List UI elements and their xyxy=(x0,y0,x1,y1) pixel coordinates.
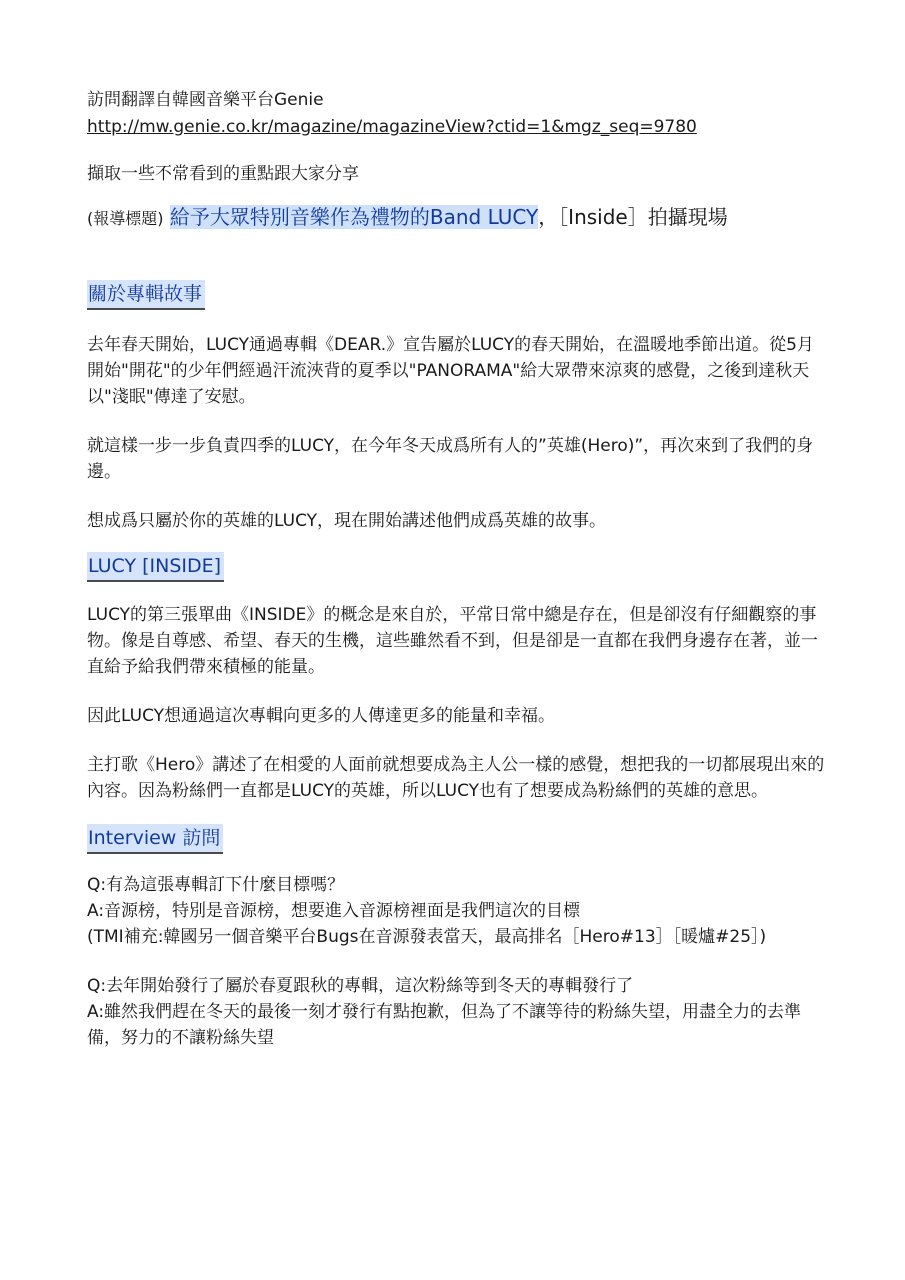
paragraph: 去年春天開始，LUCY通過專輯《DEAR.》宣告屬於LUCY的春天開始，在溫暖地季節出道。從5月開始"開花"的少年們經過汗流浹背的夏季以"PANORAMA"給大眾帶來涼爽的感覺，之後到達秋天以"淺眠"傳達了安慰。 xyxy=(87,335,814,407)
source-url-link[interactable]: http://mw.genie.co.kr/magazine/magazineView?ctid=1&mgz_seq=9780 xyxy=(87,117,697,137)
answer: A:雖然我們趕在冬天的最後一刻才發行有點抱歉，但為了不讓等待的粉絲失望，用盡全力的去準備，努力的不讓粉絲失望 xyxy=(87,1002,802,1048)
intro-text: 擷取一些不常看到的重點跟大家分享 xyxy=(87,164,359,184)
article-headline xyxy=(87,202,827,234)
headline-prefix: (報導標題) xyxy=(87,209,164,228)
section-heading-lucy-inside: LUCY [INSIDE] xyxy=(87,552,224,582)
document-page xyxy=(87,88,827,1051)
answer: A:音源榜，特別是音源榜，想要進入音源榜裡面是我們這次的目標 xyxy=(87,901,581,921)
source-line: 訪問翻譯自韓國音樂平台Genie xyxy=(87,90,324,110)
note: (TMI補充:韓國另一個音樂平台Bugs在音源發表當天，最高排名［Hero#13］［暖爐#25］) xyxy=(87,927,767,947)
qa-item xyxy=(87,872,827,950)
section-heading-interview: Interview 訪問 xyxy=(87,824,223,854)
paragraph: 因此LUCY想通過這次專輯向更多的人傳達更多的能量和幸福。 xyxy=(87,706,556,726)
paragraph: 主打歌《Hero》講述了在相愛的人面前就想要成為主人公一樣的感覺，想把我的一切都展現出來的內容。因為粉絲們一直都是LUCY的英雄，所以LUCY也有了想要成為粉絲們的英雄的意思。 xyxy=(87,755,825,801)
headline-highlight: 給予大眾特別音樂作為禮物的Band LUCY xyxy=(169,205,539,229)
paragraph: LUCY的第三張單曲《INSIDE》的概念是來自於，平常日常中總是存在，但是卻沒有仔細觀察的事物。像是自尊感、希望、春天的生機，這些雖然看不到，但是卻是一直都在我們身邊存在著，並一直給予給我們帶來積極的能量。 xyxy=(87,605,818,677)
paragraph: 想成爲只屬於你的英雄的LUCY，現在開始講述他們成爲英雄的故事。 xyxy=(87,511,607,531)
qa-item xyxy=(87,973,827,1051)
question: Q:去年開始發行了屬於春夏跟秋的專輯，這次粉絲等到冬天的專輯發行了 xyxy=(87,976,634,996)
section-heading-album-story: 關於專輯故事 xyxy=(87,280,205,310)
question: Q:有為這張專輯訂下什麼目標嗎？ xyxy=(87,875,345,895)
paragraph: 就這樣一步一步負責四季的LUCY，在今年冬天成爲所有人的”英雄(Hero)”，再次來到了我們的身邊。 xyxy=(87,436,814,482)
headline-suffix: ，［Inside］拍攝現場 xyxy=(538,205,728,229)
